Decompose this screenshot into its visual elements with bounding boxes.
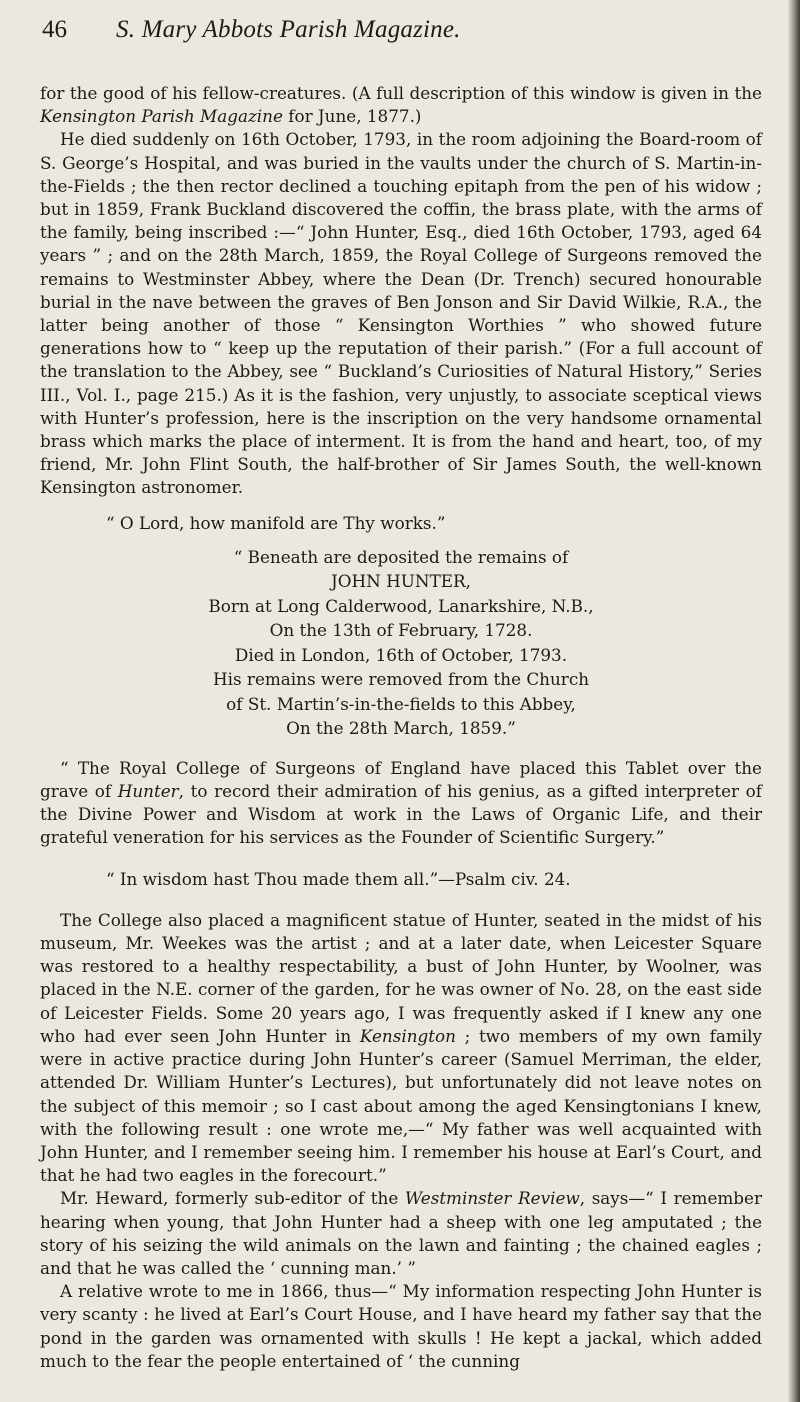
epitaph-line: On the 28th March, 1859.” bbox=[286, 718, 516, 739]
paragraph-death-burial: He died suddenly on 16th October, 1793, in the room adjoining the Board-room of S. George’s Hospital, and was buried in the vaults under the church of S. Martin-in-the-Fields ; the then rector declined a touching epitaph from the pen of his widow ; but in 1859, Frank Buckland discovered the coffin, the brass plate, with the arms of the family, being inscribed :—“ John Hunter, Esq., died 16th October, 1793, aged 64 years ” ; and on the 28th March, 1859, the Royal College of Surgeons removed the remains to Westminster Abbey, where the Dean (Dr. Trench) secured honourable burial in the nave between the graves of Ben Jonson and Sir David Wilkie, R.A., the latter being another of those “ Kensington Worthies ” who showed future generations how to “ keep up the reputation of their parish.” (For a full account of the translation to the Abbey, see “ Buckland’s Curiosities of Natural History,” Series III., Vol. I., page 215.) As it is the fashion, very unjustly, to associate sceptical views with Hunter’s profession, here is the inscription on the very handsome ornamental brass which marks the place of interment. It is from the hand and heart, too, of my friend, Mr. John Flint South, the half-brother of Sir James South, the well-known Kensington astronomer. bbox=[40, 129, 762, 498]
page-header bbox=[36, 14, 766, 54]
verse-manifold-works: “ O Lord, how manifold are Thy works.” bbox=[106, 512, 446, 533]
epitaph-line: His remains were removed from the Church bbox=[212, 669, 590, 690]
paragraph-statue: The College also placed a magnificent statue of Hunter, seated in the midst of his museum, Mr. Weekes was the artist ; and at a later date, when Leicester Square was restored to a healthy respectability, a bust of John Hunter, by Woolner, was placed in the N.E. corner of the garden, for he was owner of No. 28, on the east side of Leicester Fields. Some 20 years ago, I was frequently asked if I knew any one who had ever seen John Hunter in Kensington ; two members of my own family were in active practice during John Hunter’s career (Samuel Merriman, the elder, attended Dr. William Hunter’s Lectures), but unfortunately did not leave notes on the subject of this memoir ; so I cast about among the aged Kensingtonians I knew, with the following result : one wrote me,—“ My father was well acquainted with John Hunter, and I remember seeing him. I remember his house at Earl’s Court, and that he had two eagles in the forecourt.” bbox=[40, 909, 762, 1186]
page-edge-shadow bbox=[788, 0, 800, 1402]
article-body bbox=[40, 82, 762, 1373]
verse-psalm: “ In wisdom hast Thou made them all.”—Psalm civ. 24. bbox=[106, 868, 571, 889]
epitaph-line: Born at Long Calderwood, Lanarkshire, N.B., bbox=[208, 595, 594, 616]
running-title: S. Mary Abbots Parish Magazine. bbox=[116, 16, 461, 43]
epitaph-line: On the 13th of February, 1728. bbox=[269, 620, 533, 641]
epitaph-line: “ Beneath are deposited the remains of bbox=[233, 546, 569, 567]
paragraph-relative: A relative wrote to me in 1866, thus—“ My information respecting John Hunter is very scanty : he lived at Earl’s Court House, and I have heard my father say that the pond in the garden was ornamented with skulls ! He kept a jackal, which added much to the fear the people entertained of ‘ the cunning bbox=[40, 1281, 762, 1371]
paragraph-heward: Mr. Heward, formerly sub-editor of the Westminster Review, says—“ I remember hearing when young, that John Hunter had a sheep with one leg amputated ; the story of his seizing the wild animals on the lawn and fainting ; the chained eagles ; and that he was called the ‘ cunning man.’ ” bbox=[40, 1188, 762, 1278]
paragraph-window: for the good of his fellow-creatures. (A full description of this window is given in the Kensington Parish Magazine for June, 1877.) bbox=[40, 83, 762, 127]
epitaph-line: JOHN HUNTER, bbox=[330, 571, 471, 592]
epitaph-line: Died in London, 16th of October, 1793. bbox=[234, 644, 568, 665]
epitaph-inscription bbox=[40, 545, 762, 741]
epitaph-line: of St. Martin’s-in-the-fields to this Abbey, bbox=[226, 693, 576, 714]
magazine-title: Kensington Parish Magazine bbox=[40, 106, 283, 127]
paragraph-tablet: “ The Royal College of Surgeons of England have placed this Tablet over the grave of Hunter, to record their admiration of his genius, as a gifted interpreter of the Divine Power and Wisdom at work in the Laws of Organic Life, and their grateful veneration for his services as the Founder of Scientific Surgery.” bbox=[40, 757, 762, 848]
page-number: 46 bbox=[42, 16, 67, 43]
